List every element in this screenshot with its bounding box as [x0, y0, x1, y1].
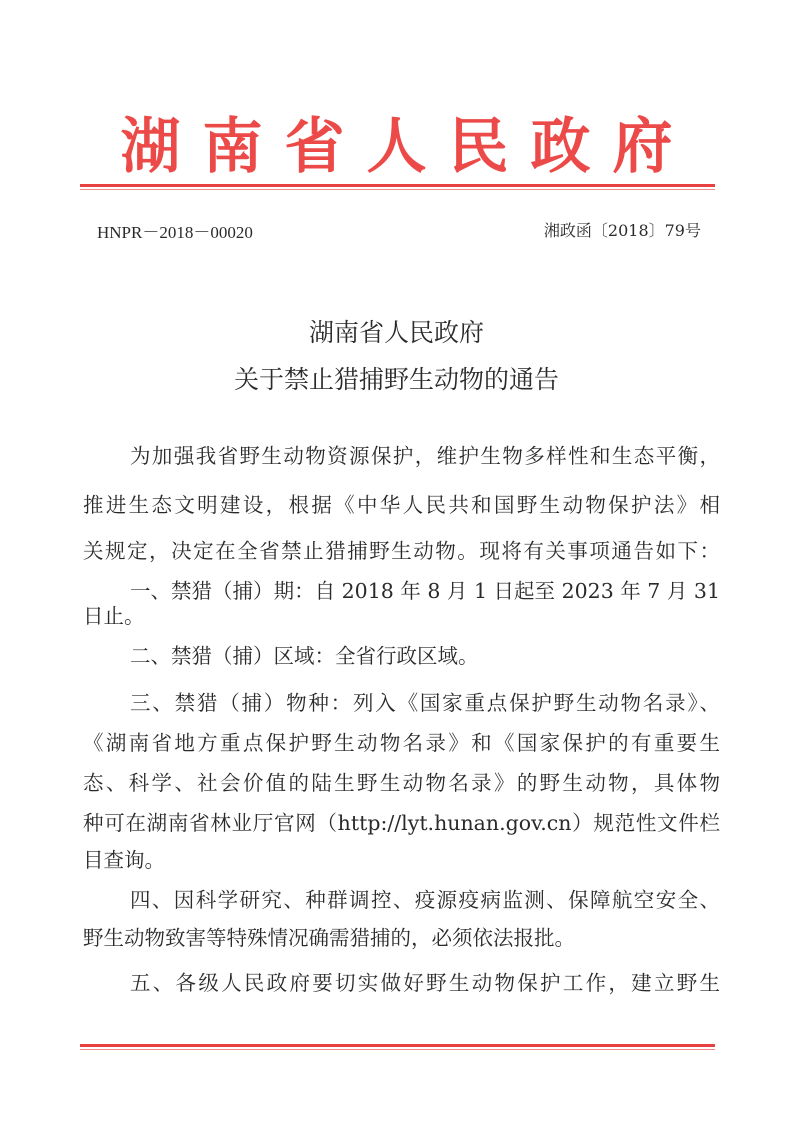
body-line: 二、禁猎（捕）区域：全省行政区域。: [130, 644, 479, 668]
body-line: 四、因科学研究、种群调控、疫源疫病监测、保障航空安全、: [130, 888, 720, 912]
body-line: 推进生态文明建设，根据《中华人民共和国野生动物保护法》相: [83, 493, 720, 517]
body-line: 关规定，决定在全省禁止猎捕野生动物。现将有关事项通告如下：: [83, 539, 720, 563]
document-title-line2: 关于禁止猎捕野生动物的通告: [233, 365, 559, 394]
body-line: 三、禁猎（捕）物种：列入《国家重点保护野生动物名录》、: [130, 691, 720, 715]
body-line: 日止。: [83, 604, 145, 628]
body-line: 态、科学、社会价值的陆生野生动物名录》的野生动物，具体物: [83, 771, 720, 795]
header-red-rule: [80, 184, 715, 187]
body-line: 野生动物致害等特殊情况确需猎捕的，必须依法报批。: [83, 926, 575, 950]
body-line: 种可在湖南省林业厅官网（http://lyt.hunan.gov.cn）规范性文件栏: [83, 811, 720, 835]
issuer-masthead: 湖南省人民政府: [120, 112, 695, 182]
body-line: 为加强我省野生动物资源保护，维护生物多样性和生态平衡，: [130, 444, 720, 468]
document-number: 湘政函〔2018〕79号: [543, 221, 701, 240]
body-line: 一、禁猎（捕）期：自 2018 年 8 月 1 日起至 2023 年 7 月 31: [130, 579, 720, 603]
footer-red-rule: [80, 1044, 715, 1047]
body-line: 《湖南省地方重点保护野生动物名录》和《国家保护的有重要生: [83, 731, 720, 755]
footer-red-rule-thin: [80, 1049, 715, 1050]
body-line: 目查询。: [83, 848, 165, 872]
document-title-line1: 湖南省人民政府: [308, 318, 484, 347]
reference-code: HNPR－2018－00020: [97, 223, 253, 242]
header-red-rule-thin: [80, 189, 715, 190]
body-line: 五、各级人民政府要切实做好野生动物保护工作，建立野生: [130, 971, 720, 995]
